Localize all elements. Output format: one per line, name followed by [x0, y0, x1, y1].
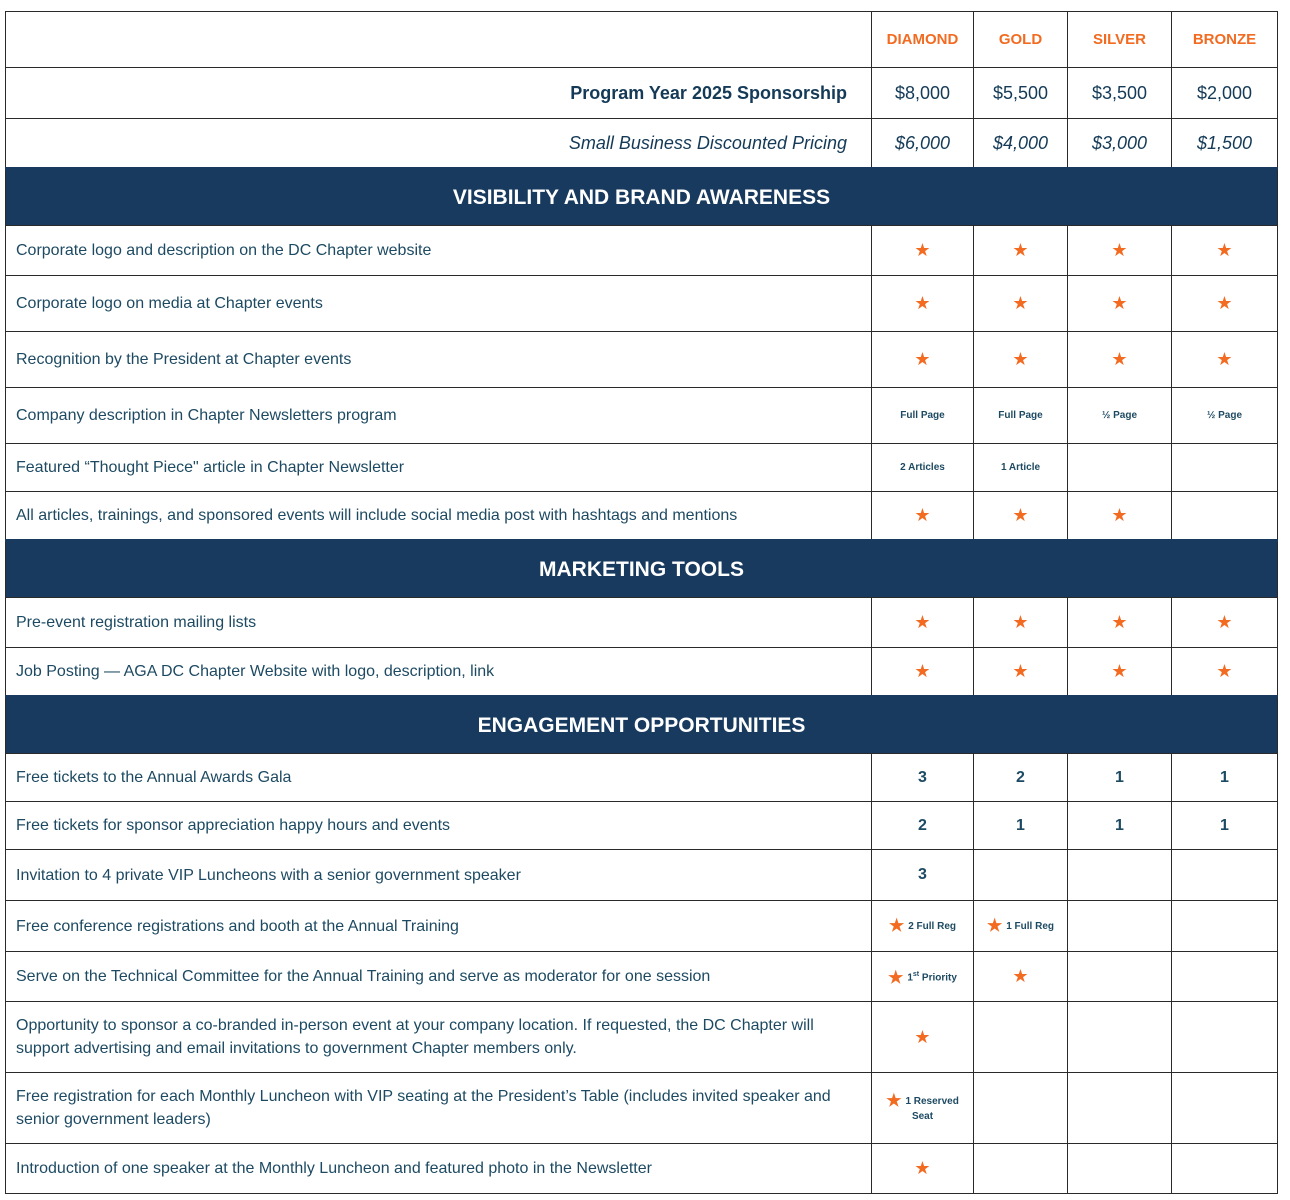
cell-value: 2	[974, 754, 1068, 802]
empty-cell	[974, 850, 1068, 901]
empty-cell	[1068, 850, 1172, 901]
tier-diamond: DIAMOND	[872, 12, 974, 68]
empty-cell	[1172, 901, 1278, 952]
star-icon: ★	[914, 505, 931, 525]
cell-value: Full Page	[974, 388, 1068, 444]
row-label: Corporate logo and description on the DC Chapter website	[6, 226, 872, 276]
row-label: Free tickets to the Annual Awards Gala	[6, 754, 872, 802]
cell-value: 1	[974, 802, 1068, 850]
star-icon: ★	[914, 240, 931, 260]
empty-cell	[974, 1073, 1068, 1144]
empty-cell	[1068, 952, 1172, 1002]
section-visibility	[6, 169, 1278, 226]
empty-cell	[974, 1144, 1068, 1194]
star-icon: ★	[914, 612, 931, 632]
table-row	[6, 952, 1278, 1002]
row-label: Invitation to 4 private VIP Luncheons with a senior government speaker	[6, 850, 872, 901]
star-icon: ★	[1216, 293, 1233, 313]
cell-value: 1 Full Reg	[1006, 921, 1055, 932]
empty-cell	[1172, 444, 1278, 492]
cell-value: 1	[1172, 802, 1278, 850]
cell-value: 3	[872, 754, 974, 802]
empty-cell	[1172, 1002, 1278, 1073]
section-title-marketing: MARKETING TOOLS	[6, 541, 1278, 598]
star-icon: ★	[914, 1158, 931, 1178]
price-diamond: $8,000	[872, 68, 974, 119]
star-icon: ★	[914, 349, 931, 369]
tier-gold: GOLD	[974, 12, 1068, 68]
star-icon: ★	[1012, 505, 1029, 525]
cell-value: 2 Articles	[872, 444, 974, 492]
star-icon: ★	[1216, 661, 1233, 681]
star-icon: ★	[888, 916, 905, 935]
table-row	[6, 1073, 1278, 1144]
section-engagement	[6, 697, 1278, 754]
row-label: Free conference registrations and booth at the Annual Training	[6, 901, 872, 952]
star-icon: ★	[914, 1026, 931, 1047]
empty-cell	[1172, 1144, 1278, 1194]
table-row	[6, 1144, 1278, 1194]
star-icon: ★	[1111, 349, 1128, 369]
section-title-visibility: VISIBILITY AND BRAND AWARENESS	[6, 169, 1278, 226]
star-icon: ★	[886, 1090, 902, 1110]
row-label: All articles, trainings, and sponsored events will include social media post with hashtags and mentions	[6, 492, 872, 541]
table-row	[6, 901, 1278, 952]
cell-value: 2	[872, 802, 974, 850]
sponsorship-table	[5, 11, 1278, 1194]
discount-row	[6, 119, 1278, 169]
table-row	[6, 276, 1278, 332]
star-icon: ★	[1012, 240, 1029, 260]
cell-value: 3	[872, 850, 974, 901]
price-label: Program Year 2025 Sponsorship	[6, 68, 872, 119]
discount-diamond: $6,000	[872, 119, 974, 169]
table-row	[6, 802, 1278, 850]
row-label: Featured “Thought Piece" article in Chapter Newsletter	[6, 444, 872, 492]
row-label: Recognition by the President at Chapter events	[6, 332, 872, 388]
row-label: Free registration for each Monthly Luncheon with VIP seating at the President’s Table (includes invited speaker and senior government leaders)	[6, 1073, 872, 1144]
priority-num: 1	[907, 972, 913, 984]
empty-cell	[1068, 444, 1172, 492]
price-gold: $5,500	[974, 68, 1068, 119]
empty-cell	[1172, 850, 1278, 901]
cell-value: 1	[1068, 802, 1172, 850]
empty-cell	[1172, 952, 1278, 1002]
table-row	[6, 332, 1278, 388]
row-label: Company description in Chapter Newsletters program	[6, 388, 872, 444]
cell-value: ½ Page	[1172, 388, 1278, 444]
empty-cell	[974, 1002, 1068, 1073]
table-row	[6, 648, 1278, 697]
star-icon: ★	[914, 661, 931, 681]
star-icon: ★	[1111, 612, 1128, 632]
cell-value: Full Page	[872, 388, 974, 444]
star-icon: ★	[1216, 349, 1233, 369]
star-icon: ★	[1012, 612, 1029, 632]
star-icon: ★	[1216, 612, 1233, 632]
row-label: Free tickets for sponsor appreciation happy hours and events	[6, 802, 872, 850]
price-row	[6, 68, 1278, 119]
cell-value: ½ Page	[1068, 388, 1172, 444]
table-row	[6, 388, 1278, 444]
star-icon: ★	[1111, 240, 1128, 260]
table-row	[6, 598, 1278, 648]
tier-header-row	[6, 12, 1278, 68]
row-label: Pre-event registration mailing lists	[6, 598, 872, 648]
row-label: Serve on the Technical Committee for the Annual Training and serve as moderator for one session	[6, 952, 872, 1002]
star-icon: ★	[1111, 661, 1128, 681]
star-icon: ★	[1012, 966, 1029, 986]
table-row	[6, 1002, 1278, 1073]
empty-cell	[1172, 492, 1278, 541]
discount-bronze: $1,500	[1172, 119, 1278, 169]
row-label: Introduction of one speaker at the Monthly Luncheon and featured photo in the Newsletter	[6, 1144, 872, 1194]
star-icon: ★	[986, 916, 1003, 935]
priority-sup: st	[912, 971, 920, 979]
star-icon: ★	[888, 967, 904, 987]
price-bronze: $2,000	[1172, 68, 1278, 119]
row-label: Corporate logo on media at Chapter events	[6, 276, 872, 332]
row-label: Job Posting — AGA DC Chapter Website with logo, description, link	[6, 648, 872, 697]
tier-silver: SILVER	[1068, 12, 1172, 68]
section-title-engagement: ENGAGEMENT OPPORTUNITIES	[6, 697, 1278, 754]
table-row	[6, 492, 1278, 541]
empty-cell	[1068, 901, 1172, 952]
priority-text: Priority	[919, 972, 957, 984]
cell-value: 1	[1172, 754, 1278, 802]
table-row	[6, 226, 1278, 276]
cell-value: 1	[1068, 754, 1172, 802]
empty-cell	[1068, 1073, 1172, 1144]
row-label: Opportunity to sponsor a co-branded in-person event at your company location. If requested, the DC Chapter will support advertising and email invitations to government Chapter members only.	[6, 1002, 872, 1073]
empty-cell	[1068, 1002, 1172, 1073]
star-icon: ★	[1111, 505, 1128, 525]
star-icon: ★	[1012, 293, 1029, 313]
star-icon: ★	[1012, 661, 1029, 681]
tier-bronze: BRONZE	[1172, 12, 1278, 68]
empty-cell	[1068, 1144, 1172, 1194]
table-row	[6, 444, 1278, 492]
section-marketing	[6, 541, 1278, 598]
table-row	[6, 850, 1278, 901]
discount-gold: $4,000	[974, 119, 1068, 169]
empty-header-cell	[6, 12, 872, 68]
star-icon: ★	[914, 293, 931, 313]
table-row	[6, 754, 1278, 802]
cell-value: 1 Article	[974, 444, 1068, 492]
empty-cell	[1172, 1073, 1278, 1144]
cell-value: 2 Full Reg	[908, 921, 957, 932]
price-silver: $3,500	[1068, 68, 1172, 119]
discount-silver: $3,000	[1068, 119, 1172, 169]
star-icon: ★	[1216, 240, 1233, 260]
star-icon: ★	[1012, 349, 1029, 369]
star-icon: ★	[1111, 293, 1128, 313]
discount-label: Small Business Discounted Pricing	[6, 119, 872, 169]
cell-value: 1 Reserved Seat	[905, 1095, 959, 1122]
